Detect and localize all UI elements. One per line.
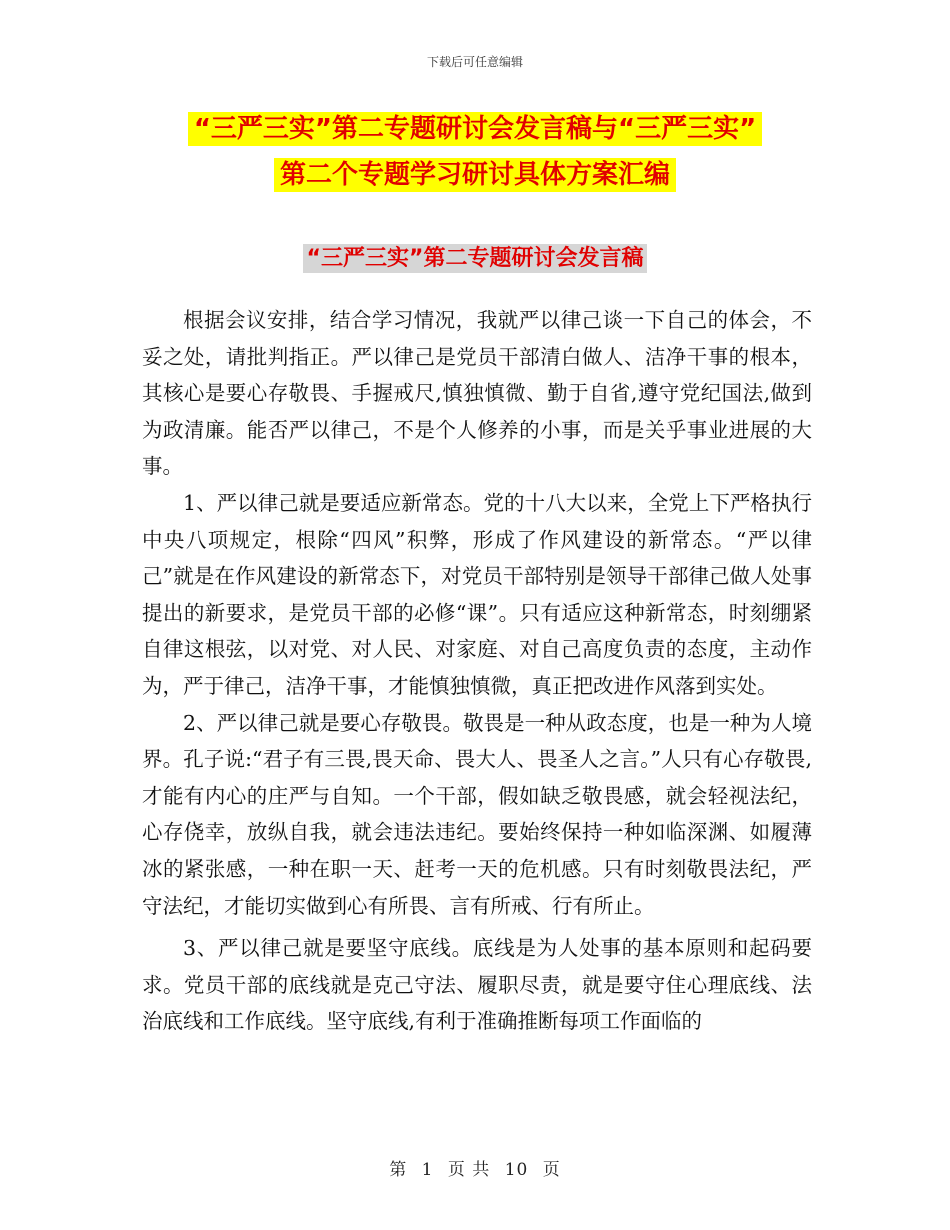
paragraph-point-3: 3、严以律己就是要坚守底线。底线是为人处事的基本原则和起码要求。党员干部的底线就是克己守法、履职尽责，就是要守住心理底线、法治底线和工作底线。坚守底线,有利于准确推断每项工作面临的 [142, 936, 812, 1034]
footer-total-pages: 10 [504, 1160, 529, 1180]
paragraph-intro: 根据会议安排，结合学习情况，我就严以律己谈一下自己的体会，不妥之处，请批判指正。严以律己是党员干部清白做人、洁净干事的根本，其核心是要心存敬畏、手握戒尺,慎独慎微、勤于自省,遵守党纪国法,做到为政清廉。能否严以律己，不是个人修养的小事，而是关乎事业进展的大事。 [142, 308, 812, 479]
header-note: 下载后可任意编辑 [426, 55, 523, 69]
document-title-line-2-text: 第二个专题学习研讨具体方案汇编 [274, 158, 676, 192]
document-title-line-2 [0, 158, 950, 192]
paragraph-point-1: 1、严以律己就是要适应新常态。党的十八大以来，全党上下严格执行中央八项规定，根除“四风”积弊，形成了作风建设的新常态。“严以律己”就是在作风建设的新常态下，对党员干部特别是领导干部律己做人处事提出的新要求，是党员干部的必修“课”。只有适应这种新常态，时刻绷紧自律这根弦，以对党、对人民、对家庭、对自己高度负责的态度，主动作为，严于律己，洁净干事，才能慎独慎微，真正把改进作风落到实处。 [142, 490, 812, 698]
footer-suffix: 页 [542, 1160, 561, 1180]
section-title-text: “三严三实”第二专题研讨会发言稿 [303, 244, 648, 273]
section-title [0, 244, 950, 274]
footer-prefix: 第 [389, 1160, 408, 1180]
document-title-line-1-text: “三严三实”第二专题研讨会发言稿与“三严三实” [188, 112, 762, 146]
page-footer [0, 1155, 950, 1180]
document-title-line-1 [0, 112, 950, 146]
body-text [142, 302, 812, 1040]
footer-page-number: 1 [421, 1160, 434, 1180]
footer-mid: 页 共 [447, 1160, 491, 1180]
paragraph-point-2: 2、严以律己就是要心存敬畏。敬畏是一种从政态度，也是一种为人境界。孔子说:“君子有三畏,畏天命、畏大人、畏圣人之言。”人只有心存敬畏,才能有内心的庄严与自知。一个干部，假如缺乏敬畏感，就会轻视法纪，心存侥幸，放纵自我，就会违法违纪。要始终保持一种如临深渊、如履薄冰的紧张感，一种在职一天、赶考一天的危机感。只有时刻敬畏法纪，严守法纪，才能切实做到心有所畏、言有所戒、行有所止。 [142, 710, 812, 918]
